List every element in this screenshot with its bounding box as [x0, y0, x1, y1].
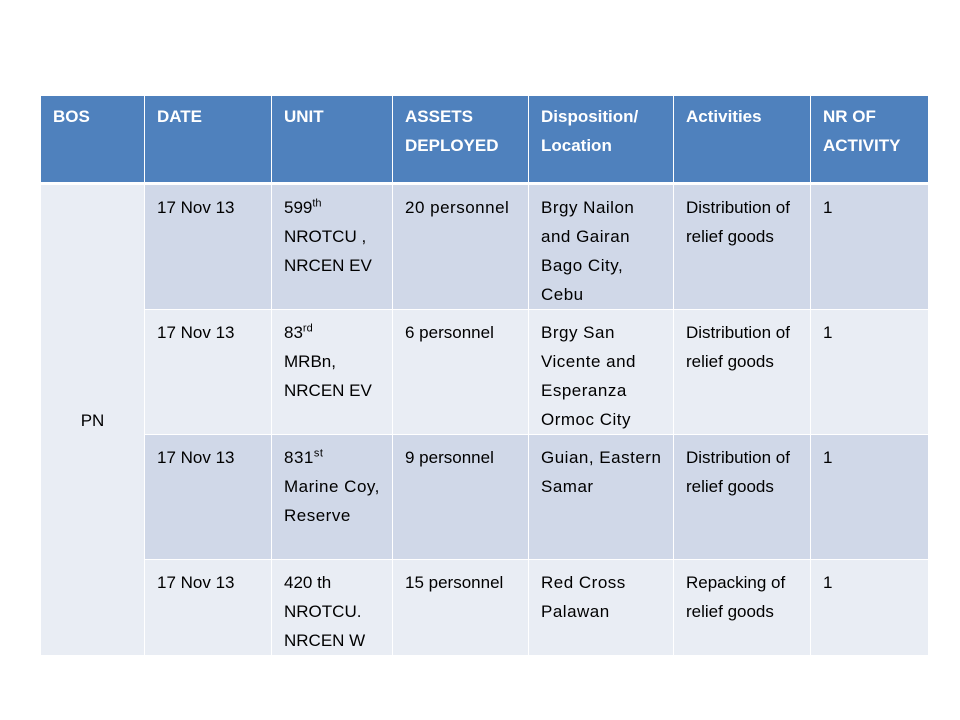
location-cell: Brgy Nailon and Gairan Bago City, Cebu [529, 184, 674, 310]
unit-name: MRBn, NRCEN EV [284, 352, 372, 400]
activity-cell: Distribution of relief goods [674, 435, 811, 560]
date-cell: 17 Nov 13 [145, 310, 272, 435]
unit-number: 420 th NROTCU. NRCEN W [284, 573, 366, 650]
unit-cell [272, 184, 393, 310]
count-cell: 1 [811, 184, 929, 310]
activity-cell: Distribution of relief goods [674, 310, 811, 435]
header-assets-deployed: ASSETS DEPLOYED [393, 96, 529, 184]
bos-cell: PN [41, 184, 145, 656]
header-date: DATE [145, 96, 272, 184]
unit-number: 83 [284, 323, 303, 342]
unit-number: 831 [284, 448, 314, 467]
location-cell: Red Cross Palawan [529, 560, 674, 656]
count-cell: 1 [811, 310, 929, 435]
unit-number: 599 [284, 198, 313, 217]
unit-ordinal: rd [302, 322, 313, 335]
assets-cell: 20 personnel [393, 184, 529, 310]
date-cell: 17 Nov 13 [145, 560, 272, 656]
count-cell: 1 [811, 560, 929, 656]
assets-cell: 9 personnel [393, 435, 529, 560]
header-unit: UNIT [272, 96, 393, 184]
unit-cell [272, 310, 393, 435]
unit-ordinal: st [313, 447, 324, 460]
unit-cell [272, 435, 393, 560]
header-activities: Activities [674, 96, 811, 184]
activity-cell: Repacking of relief goods [674, 560, 811, 656]
unit-ordinal: th [312, 197, 322, 210]
table-header-row [41, 96, 929, 184]
deployment-table [40, 95, 929, 656]
table-row [41, 560, 929, 656]
activity-cell: Distribution of relief goods [674, 184, 811, 310]
location-cell: Brgy San Vicente and Esperanza Ormoc City [529, 310, 674, 435]
unit-cell [272, 560, 393, 656]
date-cell: 17 Nov 13 [145, 184, 272, 310]
unit-name: NROTCU , NRCEN EV [284, 227, 372, 275]
date-cell: 17 Nov 13 [145, 435, 272, 560]
table-row [41, 310, 929, 435]
table-row [41, 435, 929, 560]
header-nr-of-activity: NR OF ACTIVITY [811, 96, 929, 184]
assets-cell: 15 personnel [393, 560, 529, 656]
count-cell: 1 [811, 435, 929, 560]
header-disposition-location: Disposition/ Location [529, 96, 674, 184]
assets-cell: 6 personnel [393, 310, 529, 435]
location-cell: Guian, Eastern Samar [529, 435, 674, 560]
header-bos: BOS [41, 96, 145, 184]
unit-name: Marine Coy, Reserve [284, 477, 380, 525]
table-row [41, 184, 929, 310]
